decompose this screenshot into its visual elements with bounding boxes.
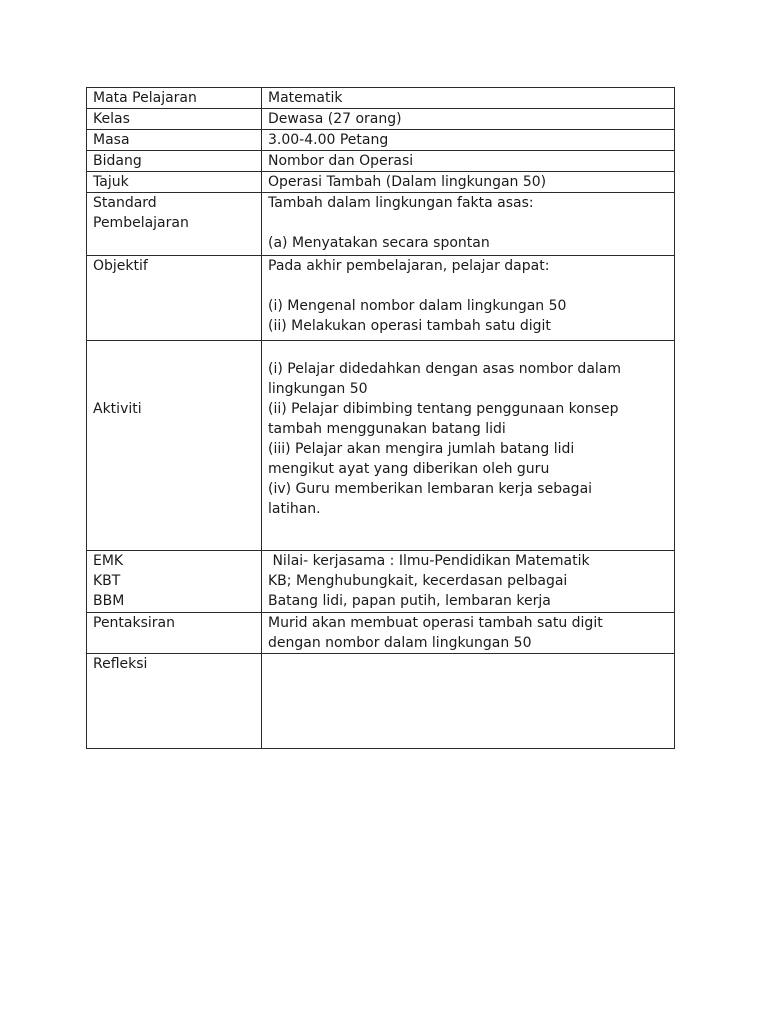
bbm-label: BBM: [93, 593, 125, 609]
emk-label: EMK: [93, 553, 124, 569]
row-label: Kelas: [87, 109, 262, 130]
row-value: [262, 613, 675, 654]
activity-line: mengikut ayat yang diberikan oleh guru: [268, 461, 550, 477]
value-line: Tambah dalam lingkungan fakta asas:: [268, 195, 534, 211]
table-row: [87, 130, 675, 151]
row-value: [262, 193, 675, 256]
kbt-value: KB; Menghubungkait, kecerdasan pelbagai: [268, 573, 568, 589]
reflection-value: [262, 654, 675, 749]
row-value: Dewasa (27 orang): [262, 109, 675, 130]
row-label: [87, 193, 262, 256]
row-label: Mata Pelajaran: [87, 88, 262, 109]
value-line: (a) Menyatakan secara spontan: [268, 235, 490, 251]
table-row: [87, 109, 675, 130]
emk-value: Nilai- kerjasama : Ilmu-Pendidikan Matematik: [268, 553, 590, 569]
row-label: Tajuk: [87, 172, 262, 193]
objective-item: (ii) Melakukan operasi tambah satu digit: [268, 318, 551, 334]
kbt-label: KBT: [93, 573, 121, 589]
assessment-line: Murid akan membuat operasi tambah satu digit: [268, 615, 603, 631]
activity-label: Aktiviti: [93, 400, 142, 417]
table-row: [87, 193, 675, 256]
table-row: [87, 172, 675, 193]
row-value: [262, 256, 675, 341]
row-label: Pentaksiran: [87, 613, 262, 654]
table-row: [87, 654, 675, 749]
activity-line: (i) Pelajar didedahkan dengan asas nombor dalam: [268, 361, 622, 377]
row-label: [87, 551, 262, 613]
objective-item: (i) Mengenal nombor dalam lingkungan 50: [268, 298, 567, 314]
activity-line: latihan.: [268, 501, 321, 517]
lesson-plan-table: [86, 87, 675, 749]
row-label: Masa: [87, 130, 262, 151]
row-label: [87, 341, 262, 551]
activity-line: lingkungan 50: [268, 381, 368, 397]
assessment-line: dengan nombor dalam lingkungan 50: [268, 635, 532, 651]
table-row: [87, 88, 675, 109]
row-value: 3.00-4.00 Petang: [262, 130, 675, 151]
row-label: Refleksi: [87, 654, 262, 749]
row-value: [262, 341, 675, 551]
label-line: Pembelajaran: [93, 215, 189, 231]
row-value: Nombor dan Operasi: [262, 151, 675, 172]
table-row: [87, 551, 675, 613]
activity-line: (iv) Guru memberikan lembaran kerja sebagai: [268, 481, 593, 497]
table-row: [87, 613, 675, 654]
row-value: Matematik: [262, 88, 675, 109]
activity-line: tambah menggunakan batang lidi: [268, 421, 506, 437]
activity-line: (ii) Pelajar dibimbing tentang penggunaan konsep: [268, 401, 619, 417]
spacer: [268, 213, 668, 233]
spacer: [268, 276, 668, 296]
row-value: [262, 551, 675, 613]
objective-intro: Pada akhir pembelajaran, pelajar dapat:: [268, 258, 550, 274]
table-row: [87, 151, 675, 172]
activity-line: (iii) Pelajar akan mengira jumlah batang lidi: [268, 441, 575, 457]
row-label: Objektif: [87, 256, 262, 341]
table-row: [87, 256, 675, 341]
bbm-value: Batang lidi, papan putih, lembaran kerja: [268, 593, 551, 609]
row-value: Operasi Tambah (Dalam lingkungan 50): [262, 172, 675, 193]
row-label: Bidang: [87, 151, 262, 172]
label-line: Standard: [93, 195, 157, 211]
table-row: [87, 341, 675, 551]
